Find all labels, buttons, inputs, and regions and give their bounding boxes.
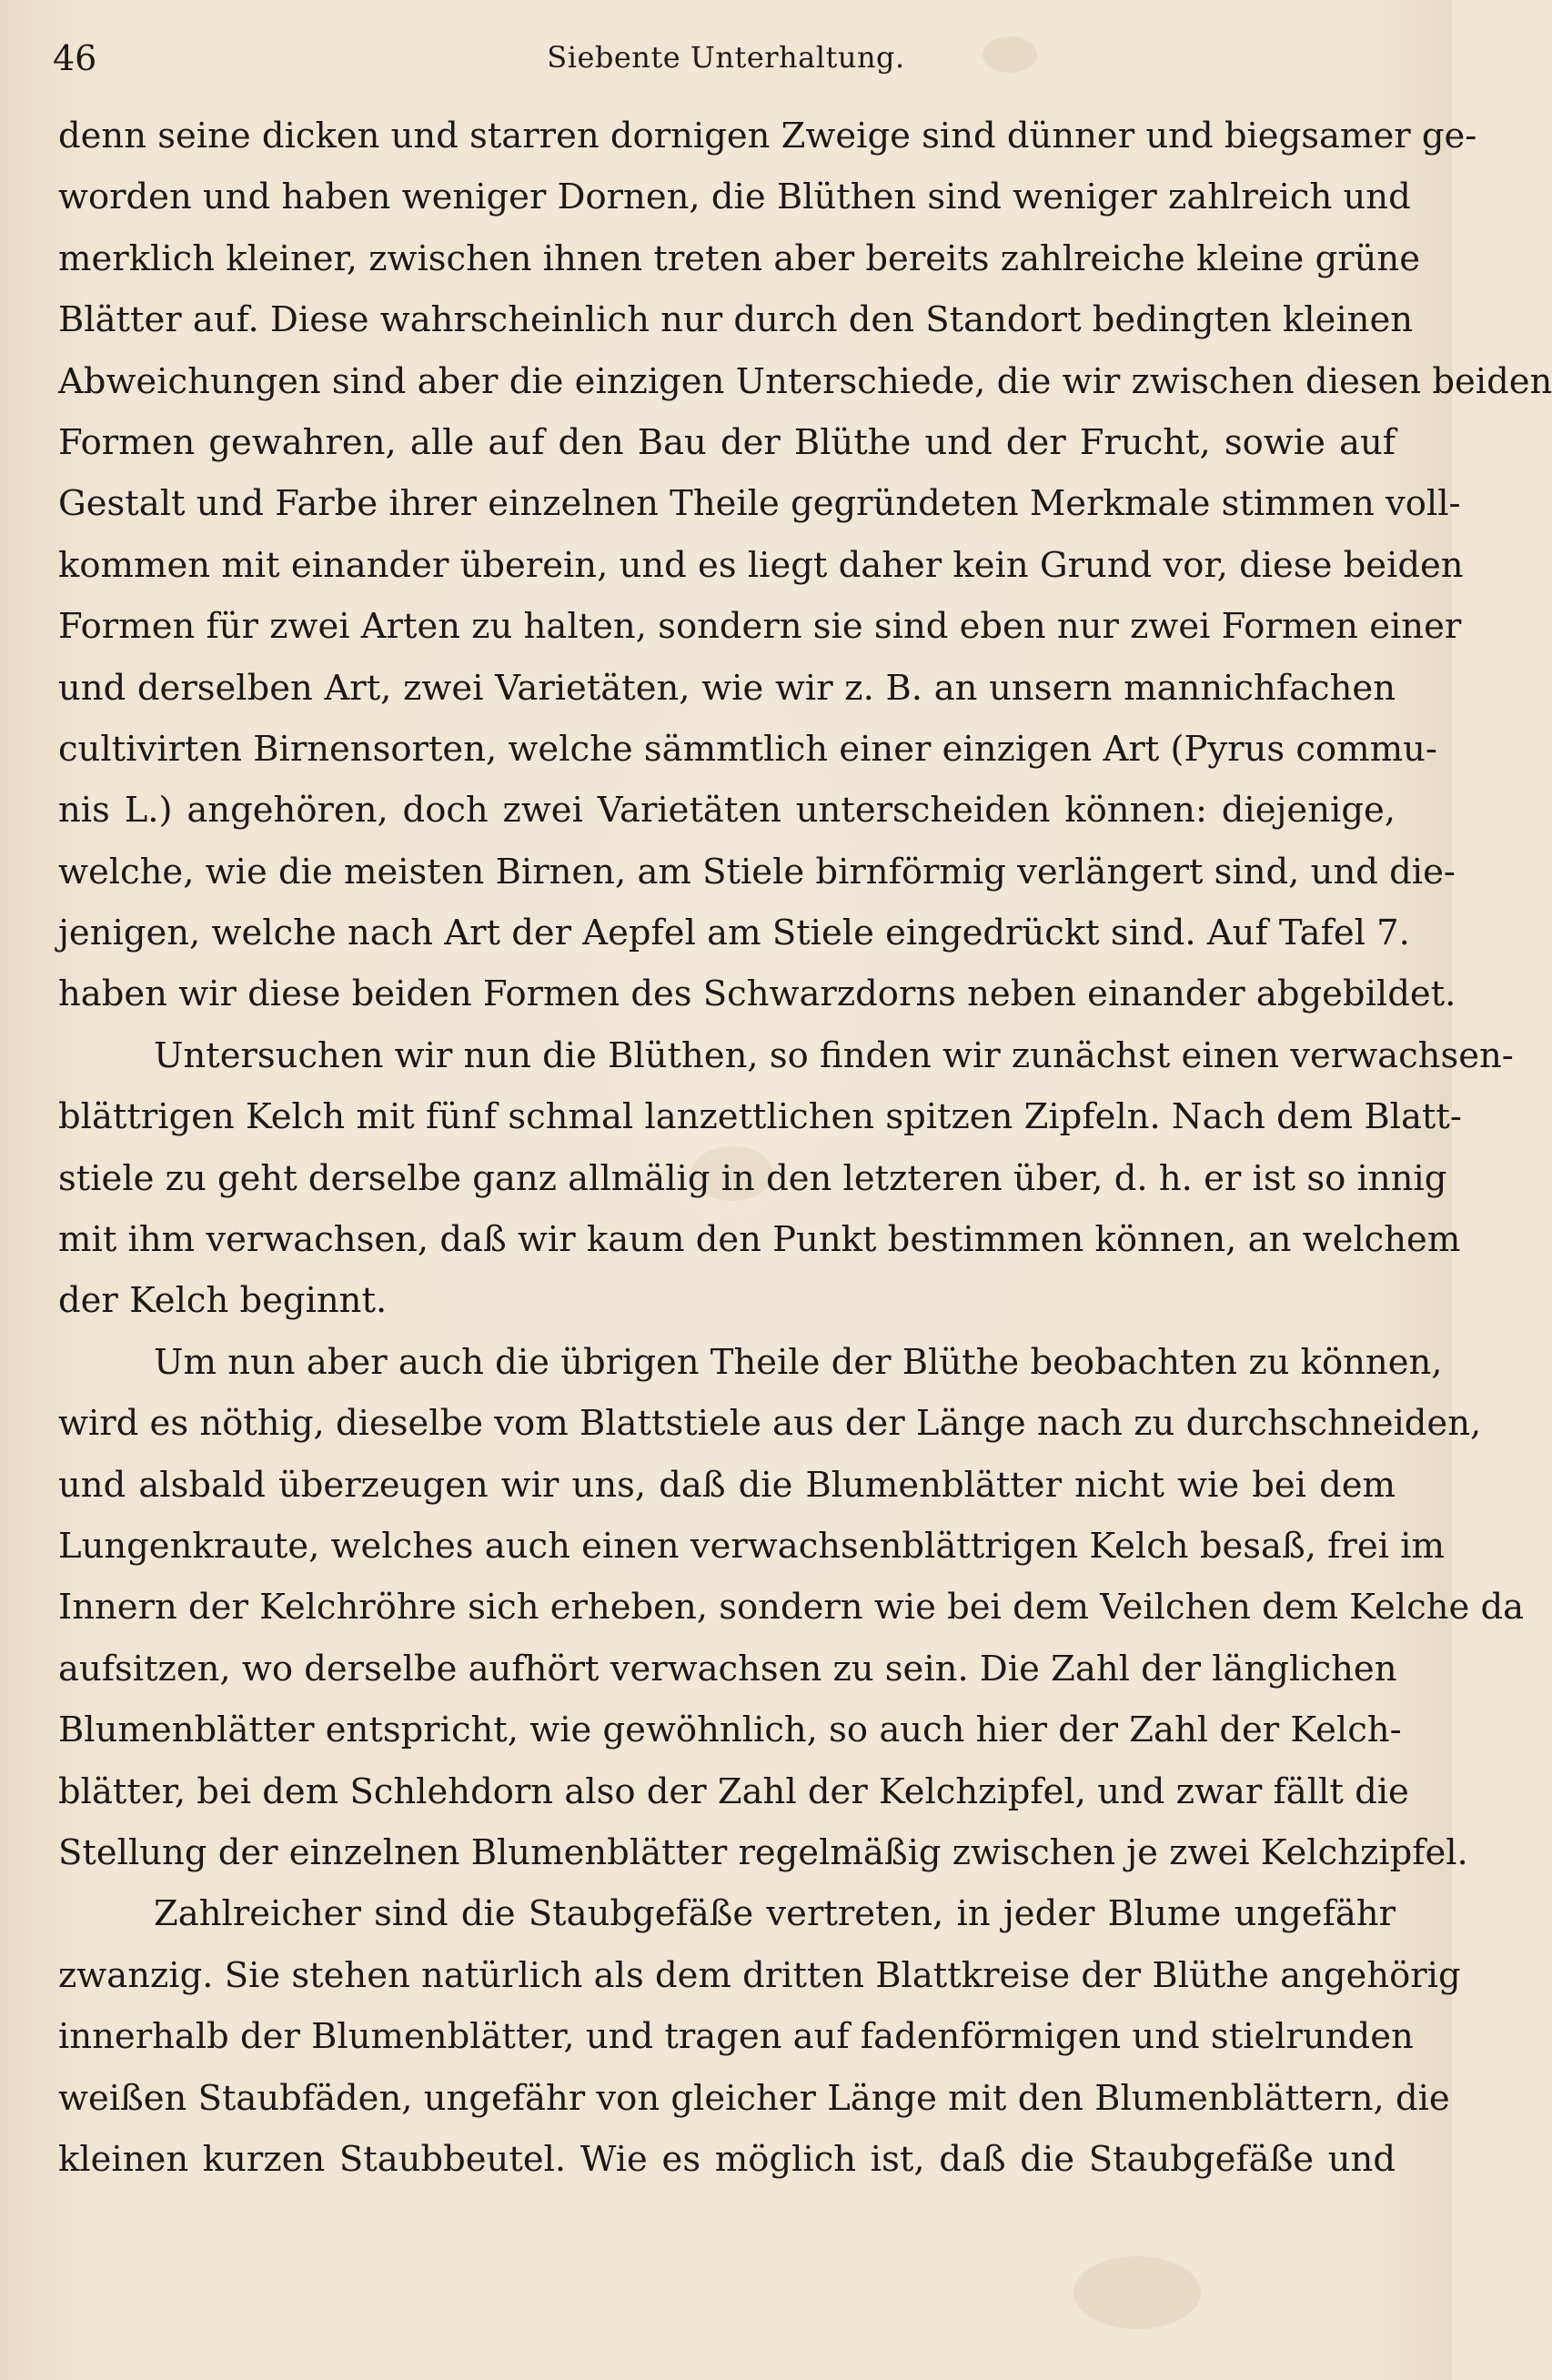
text-line: worden und haben weniger Dornen, die Blüthen sind weniger zahlreich und	[58, 176, 1411, 218]
text-line: und derselben Art, zwei Varietäten, wie wir z. B. an unsern mannichfachen	[58, 667, 1396, 709]
text-line: nis L.) angehören, doch zwei Varietäten unterscheiden können: diejenige,	[58, 790, 1396, 832]
text-line: kommen mit einander überein, und es liegt daher kein Grund vor, diese beiden	[58, 544, 1464, 586]
text-line: stiele zu geht derselbe ganz allmälig in den letzteren über, d. h. er ist so innig	[58, 1157, 1447, 1199]
text-line: wird es nöthig, dieselbe vom Blattstiele aus der Länge nach zu durchschneiden,	[58, 1403, 1482, 1445]
running-head: Siebente Unterhaltung.	[547, 40, 905, 75]
text-line: Blumenblätter entspricht, wie gewöhnlich, so auch hier der Zahl der Kelch-	[58, 1709, 1402, 1751]
paper-stain	[1073, 2256, 1201, 2329]
text-line: Innern der Kelchröhre sich erheben, sondern wie bei dem Veilchen dem Kelche da	[58, 1587, 1525, 1629]
text-line: Zahlreicher sind die Staubgefäße vertreten, in jeder Blume ungefähr	[154, 1893, 1396, 1935]
page-number: 46	[53, 38, 97, 78]
text-line: Untersuchen wir nun die Blüthen, so finden wir zunächst einen verwachsen-	[154, 1034, 1514, 1076]
text-line: merklich kleiner, zwischen ihnen treten aber bereits zahlreiche kleine grüne	[58, 237, 1421, 279]
text-line: Gestalt und Farbe ihrer einzelnen Theile gegründeten Merkmale stimmen voll-	[58, 483, 1461, 525]
text-line: kleinen kurzen Staubbeutel. Wie es möglich ist, daß die Staubgefäße und	[58, 2138, 1396, 2180]
text-line: mit ihm verwachsen, daß wir kaum den Punkt bestimmen können, an welchem	[58, 1219, 1461, 1261]
text-line: Um nun aber auch die übrigen Theile der Blüthe beobachten zu können,	[154, 1341, 1443, 1383]
text-line: haben wir diese beiden Formen des Schwarzdorns neben einander abgebildet.	[58, 973, 1456, 1015]
text-line: aufsitzen, wo derselbe aufhört verwachsen zu sein. Die Zahl der länglichen	[58, 1648, 1397, 1689]
text-line: cultivirten Birnensorten, welche sämmtlich einer einzigen Art (Pyrus commu-	[58, 728, 1437, 770]
text-line: und alsbald überzeugen wir uns, daß die Blumenblätter nicht wie bei dem	[58, 1464, 1396, 1506]
text-line: Formen gewahren, alle auf den Bau der Blüthe und der Frucht, sowie auf	[58, 421, 1396, 463]
text-line: jenigen, welche nach Art der Aepfel am Stiele eingedrückt sind. Auf Tafel 7.	[58, 913, 1410, 954]
text-line: blätter, bei dem Schlehdorn also der Zahl der Kelchzipfel, und zwar fällt die	[58, 1770, 1409, 1812]
text-line: weißen Staubfäden, ungefähr von gleicher Länge mit den Blumenblättern, die	[58, 2077, 1450, 2119]
text-line: welche, wie die meisten Birnen, am Stiele birnförmig verlängert sind, und die-	[58, 851, 1456, 892]
text-line: Formen für zwei Arten zu halten, sondern sie sind eben nur zwei Formen einer	[58, 606, 1462, 648]
text-line: zwanzig. Sie stehen natürlich als dem dritten Blattkreise der Blüthe angehörig	[58, 1954, 1461, 1996]
body-text	[58, 106, 1552, 2190]
text-line: blättrigen Kelch mit fünf schmal lanzettlichen spitzen Zipfeln. Nach dem Blatt-	[58, 1096, 1462, 1138]
page-header	[53, 27, 1399, 91]
text-line: Abweichungen sind aber die einzigen Unterschiede, die wir zwischen diesen beiden	[58, 360, 1552, 402]
text-line: der Kelch beginnt.	[58, 1280, 388, 1322]
text-line: denn seine dicken und starren dornigen Zweige sind dünner und biegsamer ge-	[58, 116, 1477, 156]
text-line: innerhalb der Blumenblätter, und tragen auf fadenförmigen und stielrunden	[58, 2016, 1414, 2058]
text-line: Lungenkraute, welches auch einen verwachsenblättrigen Kelch besaß, frei im	[58, 1525, 1445, 1567]
text-line: Blätter auf. Diese wahrscheinlich nur durch den Standort bedingten kleinen	[58, 299, 1414, 341]
text-line: Stellung der einzelnen Blumenblätter regelmäßig zwischen je zwei Kelchzipfel.	[58, 1831, 1468, 1873]
